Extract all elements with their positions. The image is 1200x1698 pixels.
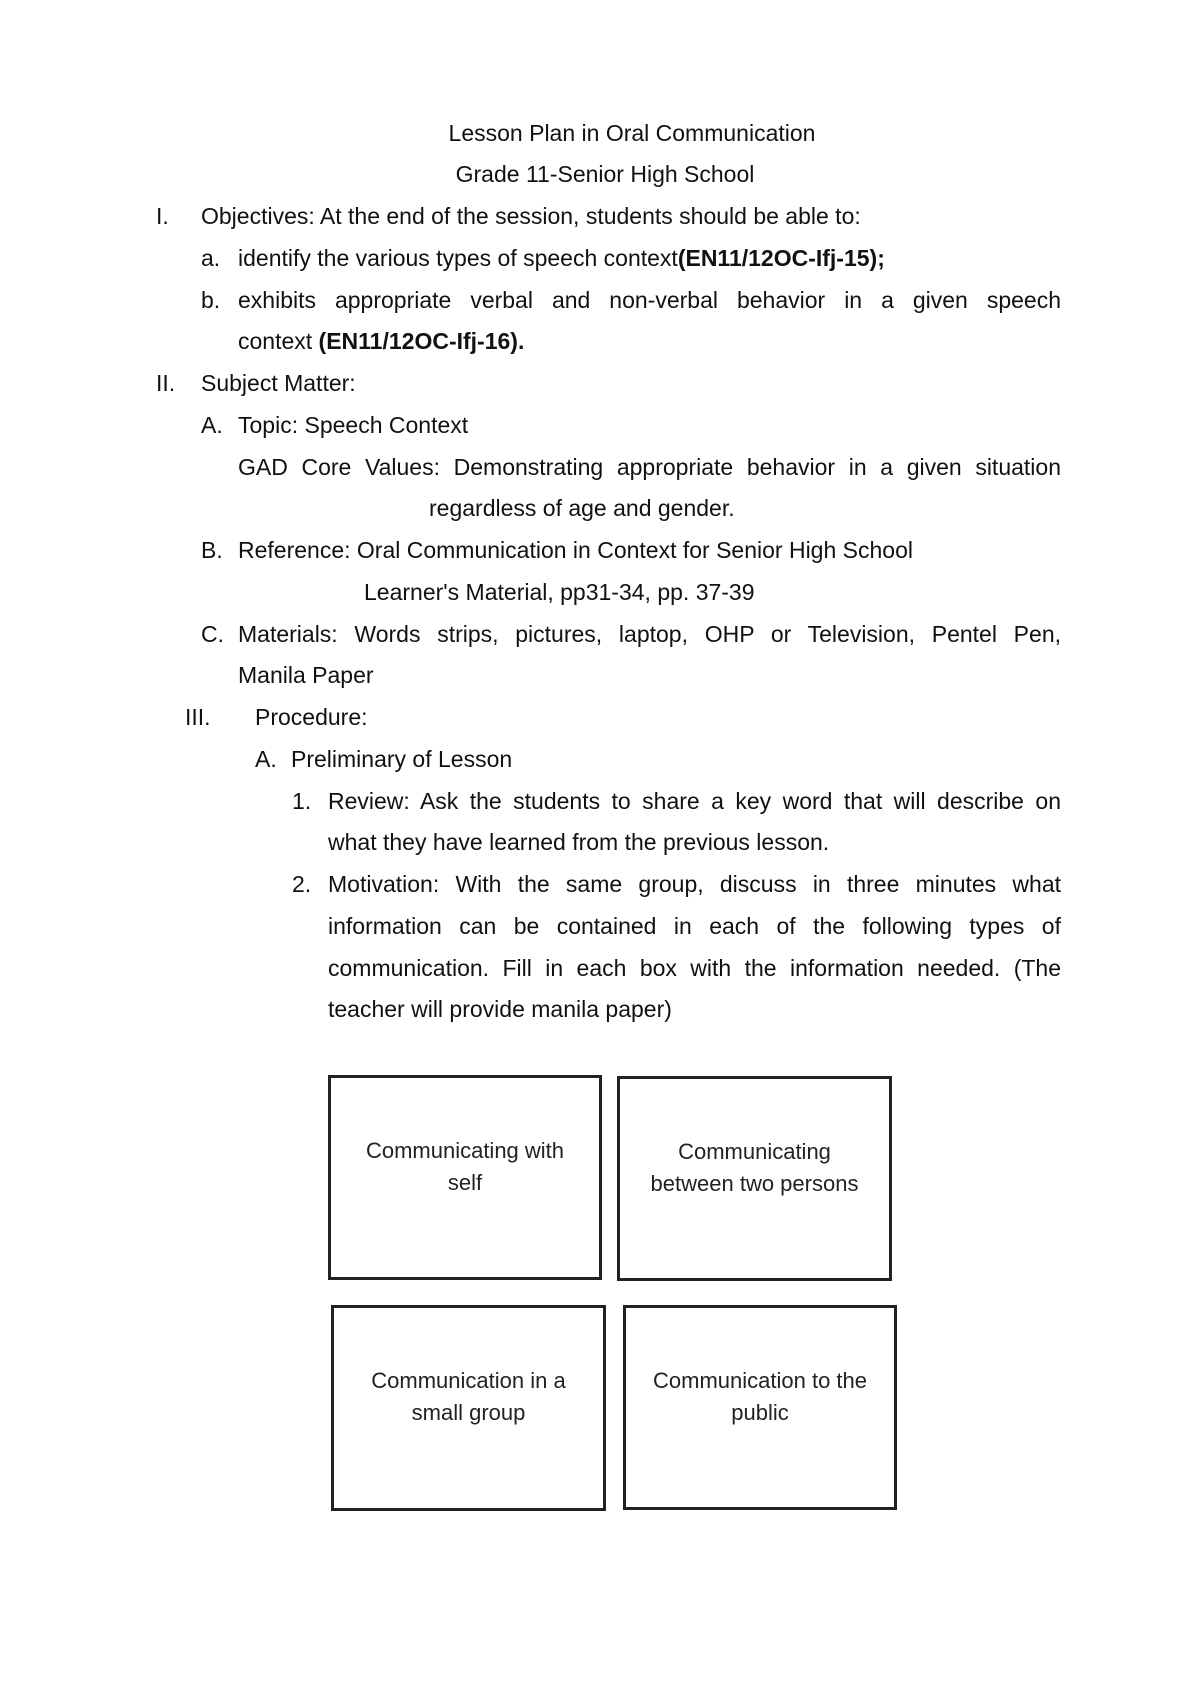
objective-a [238, 243, 885, 273]
motivation-line4: teacher will provide manila paper) [328, 996, 672, 1022]
review-marker: 1. [292, 788, 312, 814]
objective-b-marker: b. [201, 287, 221, 313]
section-numeral-procedure: III. [185, 704, 211, 730]
box-public [623, 1305, 897, 1510]
preliminary-marker: A. [255, 746, 277, 772]
box-label: Communication to the public [653, 1367, 867, 1425]
motivation-line1: Motivation: With the same group, discuss in three minutes what [328, 871, 1061, 897]
objective-b-line2 [238, 326, 524, 356]
objectives-intro: Objectives: At the end of the session, students should be able to: [201, 203, 861, 229]
review-line1: Review: Ask the students to share a key word that will describe on [328, 788, 1061, 814]
subject-matter-heading: Subject Matter: [201, 370, 356, 396]
section-numeral-subject: II. [156, 370, 176, 396]
page-title: Lesson Plan in Oral Communication [448, 120, 816, 146]
reference-line2: Learner's Material, pp31-34, pp. 37-39 [364, 579, 755, 605]
page-subtitle: Grade 11-Senior High School [455, 161, 755, 187]
objective-a-text: identify the various types of speech context [238, 245, 678, 271]
section-numeral-objectives: I. [156, 203, 169, 229]
reference-line1: Reference: Oral Communication in Context for Senior High School [238, 537, 913, 563]
review-line2: what they have learned from the previous lesson. [328, 829, 830, 855]
preliminary-text: Preliminary of Lesson [291, 746, 513, 772]
objective-a-code: (EN11/12OC-Ifj-15); [677, 245, 885, 271]
box-small-group [331, 1305, 606, 1511]
motivation-line3: communication. Fill in each box with the information needed. (The [328, 955, 1061, 981]
gad-values-line2: regardless of age and gender. [429, 495, 735, 521]
box-communicating-with-self [328, 1075, 602, 1280]
materials-line2: Manila Paper [238, 662, 374, 688]
motivation-marker: 2. [292, 871, 312, 897]
materials-line1: Materials: Words strips, pictures, laptop, OHP or Television, Pentel Pen, [238, 621, 1061, 647]
objective-b-line1: exhibits appropriate verbal and non-verbal behavior in a given speech [238, 287, 1061, 313]
box-label: Communication in a small group [371, 1368, 566, 1425]
motivation-line2: information can be contained in each of the following types of [328, 913, 1061, 939]
box-label: Communicating between two persons [650, 1138, 859, 1196]
reference-marker: B. [201, 537, 223, 563]
box-communicating-between-two [617, 1076, 892, 1281]
box-label: Communicating with self [365, 1137, 565, 1195]
gad-values-line1: GAD Core Values: Demonstrating appropriate behavior in a given situation [238, 454, 1061, 480]
objective-a-marker: a. [201, 245, 221, 271]
procedure-heading: Procedure: [255, 704, 368, 730]
topic-marker: A. [201, 412, 223, 438]
materials-marker: C. [201, 621, 224, 647]
objective-b-code: (EN11/12OC-Ifj-16). [318, 328, 525, 354]
topic-text: Topic: Speech Context [238, 412, 469, 438]
objective-b-text: context [238, 328, 319, 354]
